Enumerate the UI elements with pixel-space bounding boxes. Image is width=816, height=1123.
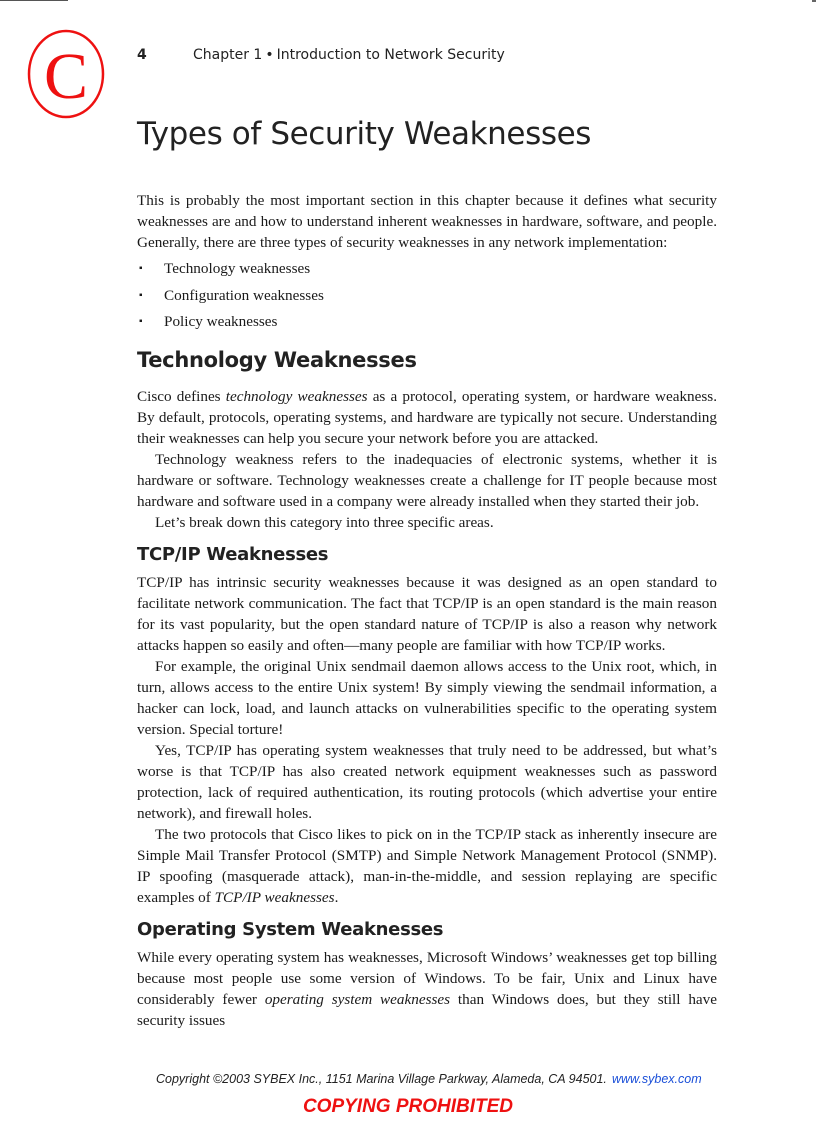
technology-paragraph-3: Let’s break down this category into three specific areas. [155,514,494,531]
chapter-label: Chapter 1 [193,47,263,63]
list-item: ▪ Configuration weaknesses [139,286,324,304]
tcpip-paragraph-4: The two protocols that Cisco likes to pick on in the TCP/IP stack as inherently insecure are Simple Mail Transfer Protocol (SMTP) and Simple Network Management Protocol (SNMP). IP spoofing (masquerade attack), man-in-the-middle, and session replaying are specific examples of TCP/IP weaknesses. [137,826,717,906]
os-weaknesses-heading: Operating System Weaknesses [137,919,444,940]
chapter-title: Introduction to Network Security [276,47,505,63]
tcpip-weaknesses-heading: TCP/IP Weaknesses [137,544,329,565]
section-title: Types of Security Weaknesses [137,116,591,152]
os-paragraph-1: While every operating system has weaknesses, Microsoft Windows’ weaknesses get top billing because most people use some version of Windows. To be fair, Unix and Linux have considerably fewer operating system weaknesses than Windows does, but they still have security issues [137,949,717,1029]
copyright-notice: Copyright ©2003 SYBEX Inc., 1151 Marina Village Parkway, Alameda, CA 94501. [156,1072,607,1086]
crop-mark [0,0,68,1]
sybex-link[interactable]: www.sybex.com [612,1072,702,1086]
page-body [137,112,717,1031]
header-separator: • [265,47,274,63]
technology-paragraph-1: Cisco defines technology weaknesses as a protocol, operating system, or hardware weakness. By default, protocols, operating systems, and hardware are typically not secure. Understanding their weaknesses can help you secure your network before you are attacked. [137,388,717,447]
copying-prohibited-notice: COPYING PROHIBITED [302,1096,514,1117]
weakness-types-list [137,258,717,332]
page-number: 4 [137,47,147,63]
technology-weaknesses-heading: Technology Weaknesses [137,348,417,372]
bullet-icon: ▪ [139,263,143,274]
list-item: ▪ Policy weaknesses [139,313,278,330]
bullet-icon: ▪ [139,289,143,301]
copyright-seal-icon [26,28,106,120]
intro-paragraph: This is probably the most important section in this chapter because it defines what security weaknesses are and how to understand inherent weaknesses in hardware, software, and people. Generally, there are three types of security weaknesses in any network implementation: [137,192,717,251]
tcpip-paragraph-2: For example, the original Unix sendmail daemon allows access to the Unix root, which, in turn, allows access to the entire Unix system! By simply viewing the sendmail information, a hacker can lock, load, and launch attacks on vulnerabilities specific to the operating system version. Special torture! [137,658,717,738]
list-item: ▪ Technology weaknesses [139,260,311,277]
bullet-icon: ▪ [139,316,143,327]
seal-letter: C [43,40,89,113]
technology-paragraph-2: Technology weakness refers to the inadequacies of electronic systems, whether it is hardware or software. Technology weaknesses create a challenge for IT people because most hardware and software used in a company were already installed when they started their job. [137,451,717,510]
tcpip-paragraph-3: Yes, TCP/IP has operating system weaknesses that truly need to be addressed, but what’s worse is that TCP/IP has also created network equipment weaknesses such as password protection, lack of required authentication, its routing protocols (which advertise your entire network), and firewall holes. [137,742,717,822]
crop-mark-right [812,0,816,2]
tcpip-paragraph-1: TCP/IP has intrinsic security weaknesses because it was designed as an open standard to facilitate network communication. The fact that TCP/IP is an open standard is the main reason for its vast popularity, but the open standard nature of TCP/IP is also a reason why network attacks happen so easily and often—many people are familiar with how TCP/IP works. [137,574,717,654]
running-header [137,47,505,63]
